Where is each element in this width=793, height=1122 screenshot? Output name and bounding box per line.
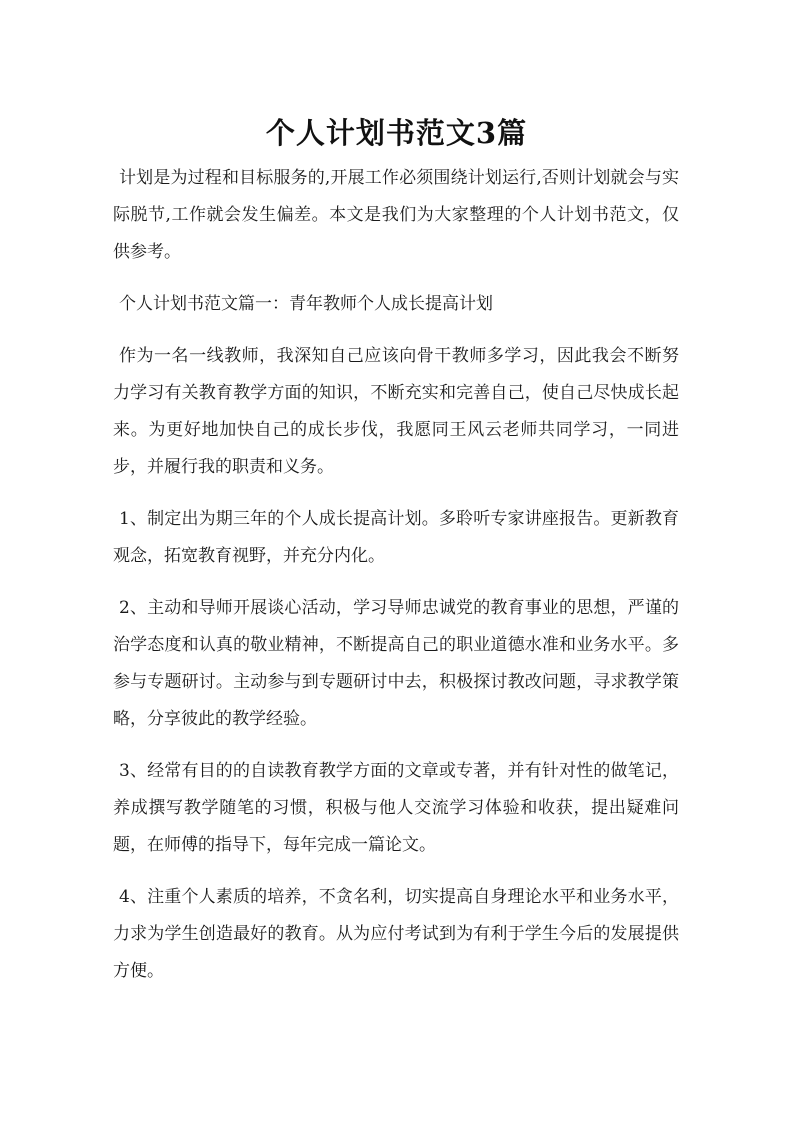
list-item-3: 3、经常有目的的自读教育教学方面的文章或专著，并有针对性的做笔记，养成撰写教学随笔的习惯，积极与他人交流学习体验和收获，提出疑难问题，在师傅的指导下，每年完成一篇论文。 bbox=[113, 761, 679, 855]
intro-paragraph: 计划是为过程和目标服务的,开展工作必须围绕计划运行,否则计划就会与实际脱节,工作就会发生偏差。本文是我们为大家整理的个人计划书范文，仅供参考。 bbox=[113, 168, 679, 262]
list-item-4: 4、注重个人素质的培养，不贪名利，切实提高自身理论水平和业务水平，力求为学生创造最好的教育。从为应付考试到为有利于学生今后的发展提供方便。 bbox=[113, 887, 679, 981]
body-paragraph: 作为一名一线教师，我深知自己应该向骨干教师多学习，因此我会不断努力学习有关教育教学方面的知识，不断充实和完善自己，使自己尽快成长起来。为更好地加快自己的成长步伐，我愿同王风云老师共同学习，一同进步，并履行我的职责和义务。 bbox=[113, 346, 679, 477]
list-item-1: 1、制定出为期三年的个人成长提高计划。多聆听专家讲座报告。更新教育观念，拓宽教育视野，并充分内化。 bbox=[113, 509, 679, 566]
document-title: 个人计划书范文3篇 bbox=[265, 116, 528, 151]
section-heading: 个人计划书范文篇一：青年教师个人成长提高计划 bbox=[119, 294, 493, 314]
list-item-2: 2、主动和导师开展谈心活动，学习导师忠诚党的教育事业的思想，严谨的治学态度和认真的敬业精神，不断提高自己的职业道德水准和业务水平。多参与专题研讨。主动参与到专题研讨中去，积极探讨教改问题，寻求教学策略，分享彼此的教学经验。 bbox=[113, 598, 679, 729]
document-body bbox=[113, 160, 679, 1005]
